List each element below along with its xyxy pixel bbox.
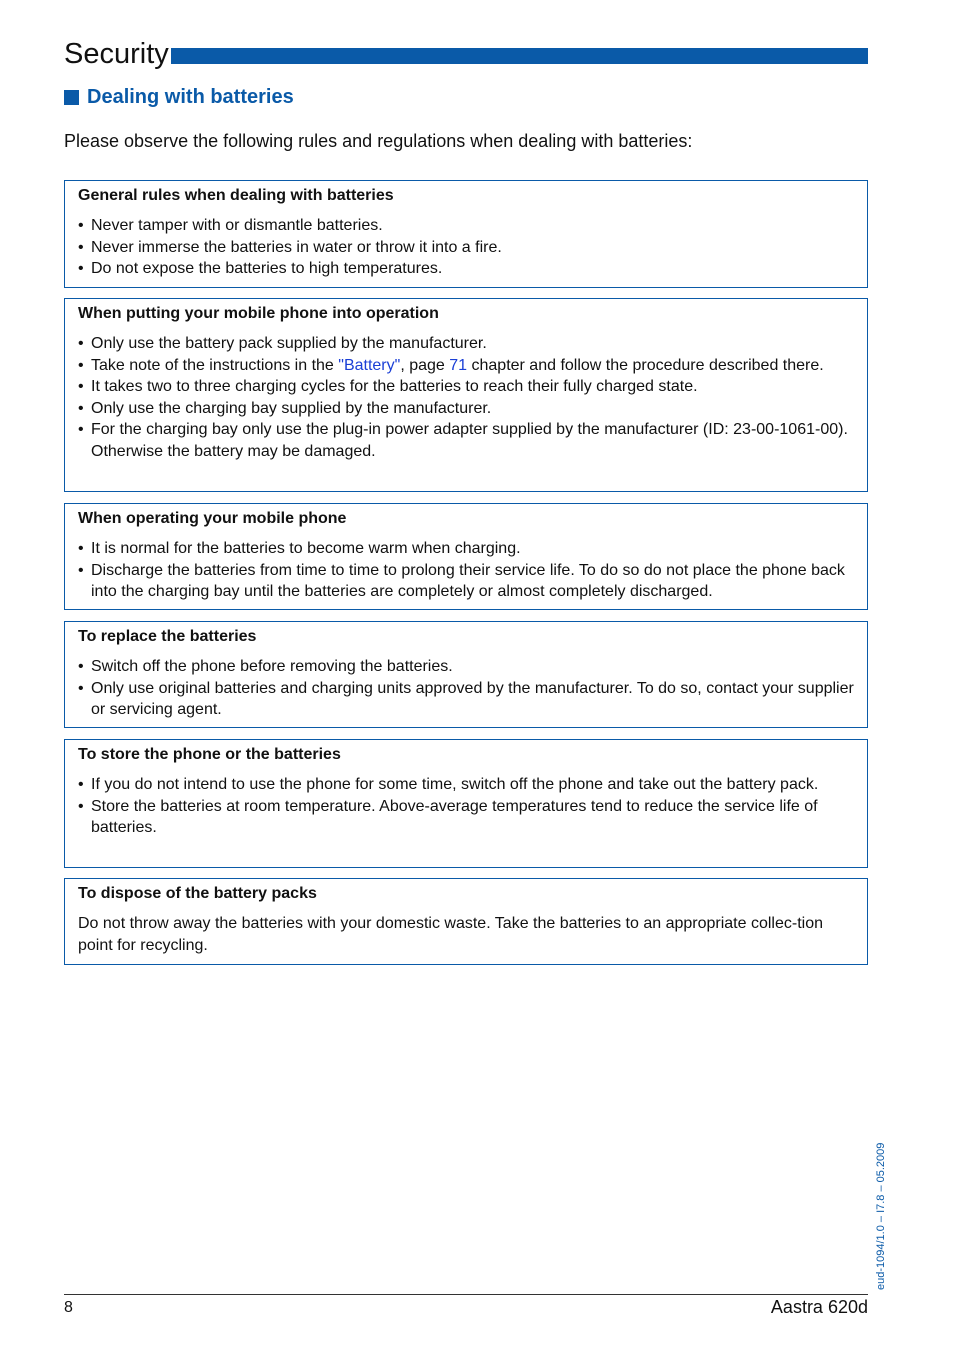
box-title: To store the phone or the batteries	[78, 746, 341, 763]
rules-box-replace	[64, 621, 868, 728]
battery-chapter-link[interactable]: "Battery"	[338, 356, 401, 374]
list-item: • Discharge the batteries from time to time to prolong their service life. To do so do not place the phone back into the charging bay until the batteries are completely or almost completely discharged.	[78, 560, 854, 603]
product-name: Aastra 620d	[770, 1297, 868, 1317]
list-item: • Do not expose the batteries to high temperatures.	[78, 258, 854, 280]
page-71-link[interactable]: 71	[449, 356, 468, 374]
bullet-list	[78, 538, 854, 603]
list-item: • Only use original batteries and charging units approved by the manufacturer. To do so, contact your supplier or servicing agent.	[78, 678, 854, 721]
section-heading-text: Dealing with batteries	[87, 85, 294, 108]
page-header	[64, 34, 868, 74]
page-number: 8	[64, 1299, 73, 1316]
box-title: To replace the batteries	[78, 628, 257, 645]
rules-box-operation	[64, 298, 868, 492]
box-title: To dispose of the battery packs	[78, 885, 317, 902]
bullet-list	[78, 774, 854, 839]
list-item	[78, 355, 854, 377]
box-title: When operating your mobile phone	[78, 510, 347, 527]
list-item-text: , page	[400, 356, 450, 374]
list-item-text: Take note of the instructions in the	[91, 356, 339, 374]
square-bullet-icon	[64, 90, 79, 105]
list-item: • If you do not intend to use the phone for some time, switch off the phone and take out the battery pack.	[78, 774, 854, 796]
rules-box-store	[64, 739, 868, 868]
list-item: • Never immerse the batteries in water or throw it into a fire.	[78, 237, 854, 259]
list-item: • For the charging bay only use the plug-in power adapter supplied by the manufacturer (ID: 23-00-1061-00). Otherwise the battery may be damaged.	[78, 419, 854, 462]
rules-box-operating	[64, 503, 868, 610]
box-title: General rules when dealing with batteries	[78, 187, 394, 204]
list-item: • Only use the battery pack supplied by the manufacturer.	[78, 333, 854, 355]
bullet-list	[78, 656, 854, 721]
bullet-list	[78, 215, 854, 280]
header-accent-bar	[171, 48, 868, 64]
box-paragraph: Do not throw away the batteries with your domestic waste. Take the batteries to an appropriate collec-tion point for recycling.	[78, 915, 823, 954]
rules-box-general	[64, 180, 868, 288]
list-item: • It is normal for the batteries to become warm when charging.	[78, 538, 854, 560]
page-title: Security	[64, 38, 169, 70]
intro-text: Please observe the following rules and regulations when dealing with batteries:	[64, 131, 693, 151]
section-heading	[64, 84, 294, 110]
box-title: When putting your mobile phone into operation	[78, 305, 439, 322]
list-item: • Never tamper with or dismantle batteries.	[78, 215, 854, 237]
list-item: • Only use the charging bay supplied by the manufacturer.	[78, 398, 854, 420]
list-item: • Switch off the phone before removing the batteries.	[78, 656, 854, 678]
document-id: eud-1094/1.0 – I7.8 – 05.2009	[875, 1142, 887, 1290]
list-item-text: chapter and follow the procedure described there.	[467, 356, 824, 374]
footer-divider	[64, 1294, 868, 1295]
bullet-list	[78, 333, 854, 462]
list-item: • Store the batteries at room temperature. Above-average temperatures tend to reduce the service life of batteries.	[78, 796, 854, 839]
list-item: • It takes two to three charging cycles for the batteries to reach their fully charged state.	[78, 376, 854, 398]
rules-box-dispose	[64, 878, 868, 965]
